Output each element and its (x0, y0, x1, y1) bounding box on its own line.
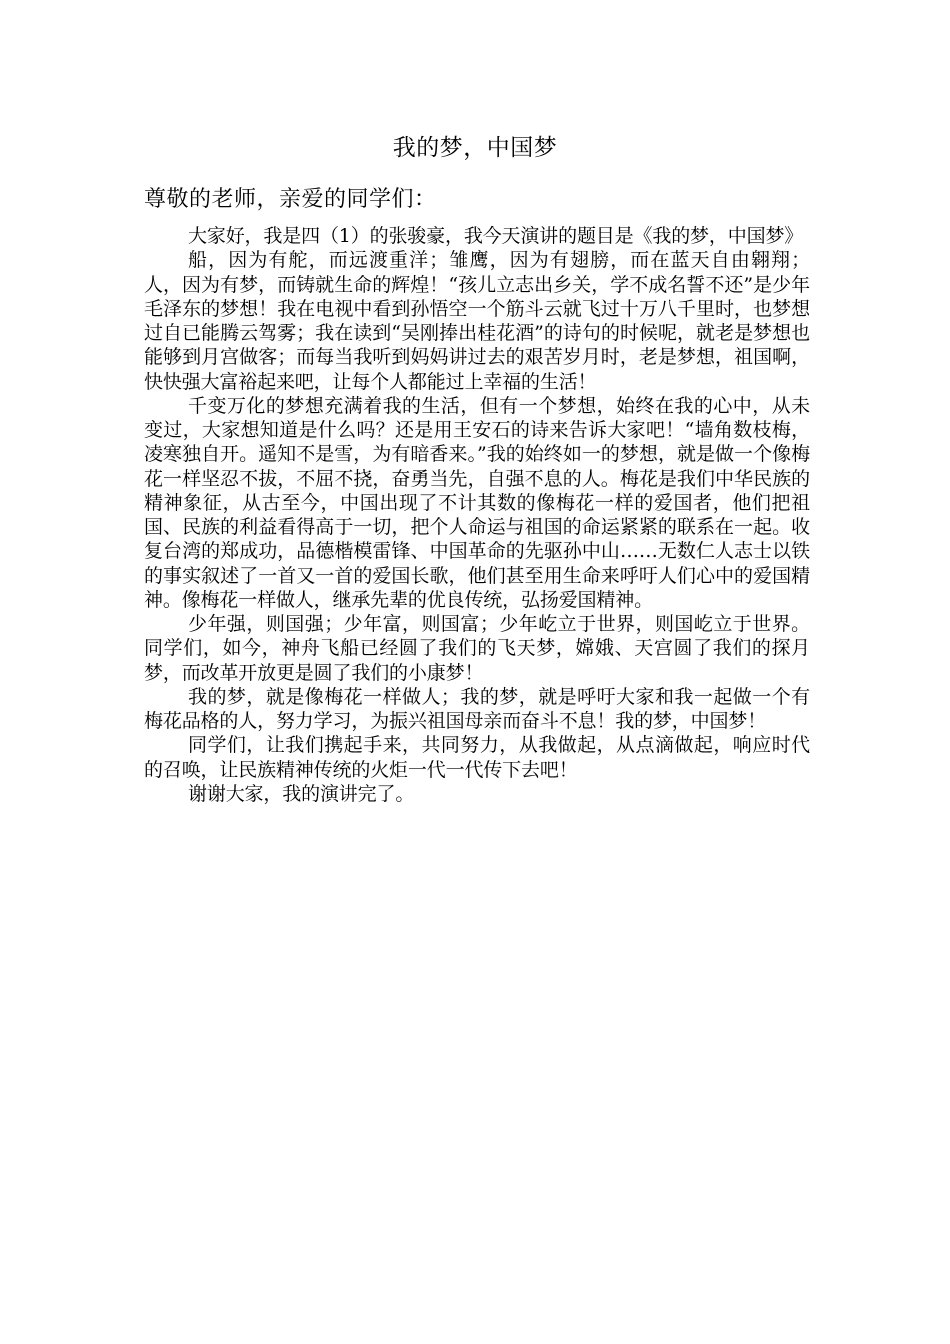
paragraph-youth-strength: 少年强，则国强；少年富，则国富；少年屹立于世界，则国屹立于世界。同学们，如今，神舟飞船已经圆了我们的飞天梦，嫦娥、天宫圆了我们的探月梦，而改革开放更是圆了我们的小康梦！ (144, 613, 810, 684)
speech-body (144, 224, 810, 806)
paragraph-call-to-action: 同学们，让我们携起手来，共同努力，从我做起，从点滴做起，响应时代的召唤，让民族精神传统的火炬一代一代传下去吧！ (144, 734, 810, 781)
page-title: 我的梦，中国梦 (392, 135, 558, 161)
paragraph-closing: 谢谢大家，我的演讲完了。 (188, 782, 415, 805)
paragraph-plum-blossom: 千变万化的梦想充满着我的生活，但有一个梦想，始终在我的心中，从未变过，大家想知道是什么吗？还是用王安石的诗来告诉大家吧！“墙角数枝梅，凌寒独自开。遥知不是雪，为有暗香来。”我的始终如一的梦想，就是做一个像梅花一样坚忍不拔，不屈不挠，奋勇当先，自强不息的人。梅花是我们中华民族的精神象征，从古至今，中国出现了不计其数的像梅花一样的爱国者，他们把祖国、民族的利益看得高于一切，把个人命运与祖国的命运紧紧的联系在一起。收复台湾的郑成功，品德楷模雷锋、中国革命的先驱孙中山……无数仁人志士以铁的事实叙述了一首又一首的爱国长歌，他们甚至用生命来呼吁人们心中的爱国精神。像梅花一样做人，继承先辈的优良传统，弘扬爱国精神。 (144, 394, 810, 611)
salutation: 尊敬的老师，亲爱的同学们： (144, 187, 437, 212)
paragraph-my-dream: 我的梦，就是像梅花一样做人；我的梦，就是呼吁大家和我一起做一个有梅花品格的人，努力学习，为振兴祖国母亲而奋斗不息！我的梦，中国梦！ (144, 685, 810, 732)
paragraph-dreams: 船，因为有舵，而远渡重洋；雏鹰，因为有翅膀，而在蓝天自由翱翔；人，因为有梦，而铸就生命的辉煌！“孩儿立志出乡关，学不成名誓不还”是少年毛泽东的梦想！我在电视中看到孙悟空一个筋斗云就飞过十万八千里时，也梦想过自已能腾云驾雾；我在读到“吴刚捧出桂花酒”的诗句的时候呢，就老是梦想也能够到月宫做客；而每当我听到妈妈讲过去的艰苦岁月时，老是梦想，祖国啊，快快强大富裕起来吧，让每个人都能过上幸福的生活！ (144, 249, 810, 393)
paragraph-intro: 大家好，我是四（1）的张骏豪，我今天演讲的题目是《我的梦，中国梦》 (188, 225, 804, 247)
